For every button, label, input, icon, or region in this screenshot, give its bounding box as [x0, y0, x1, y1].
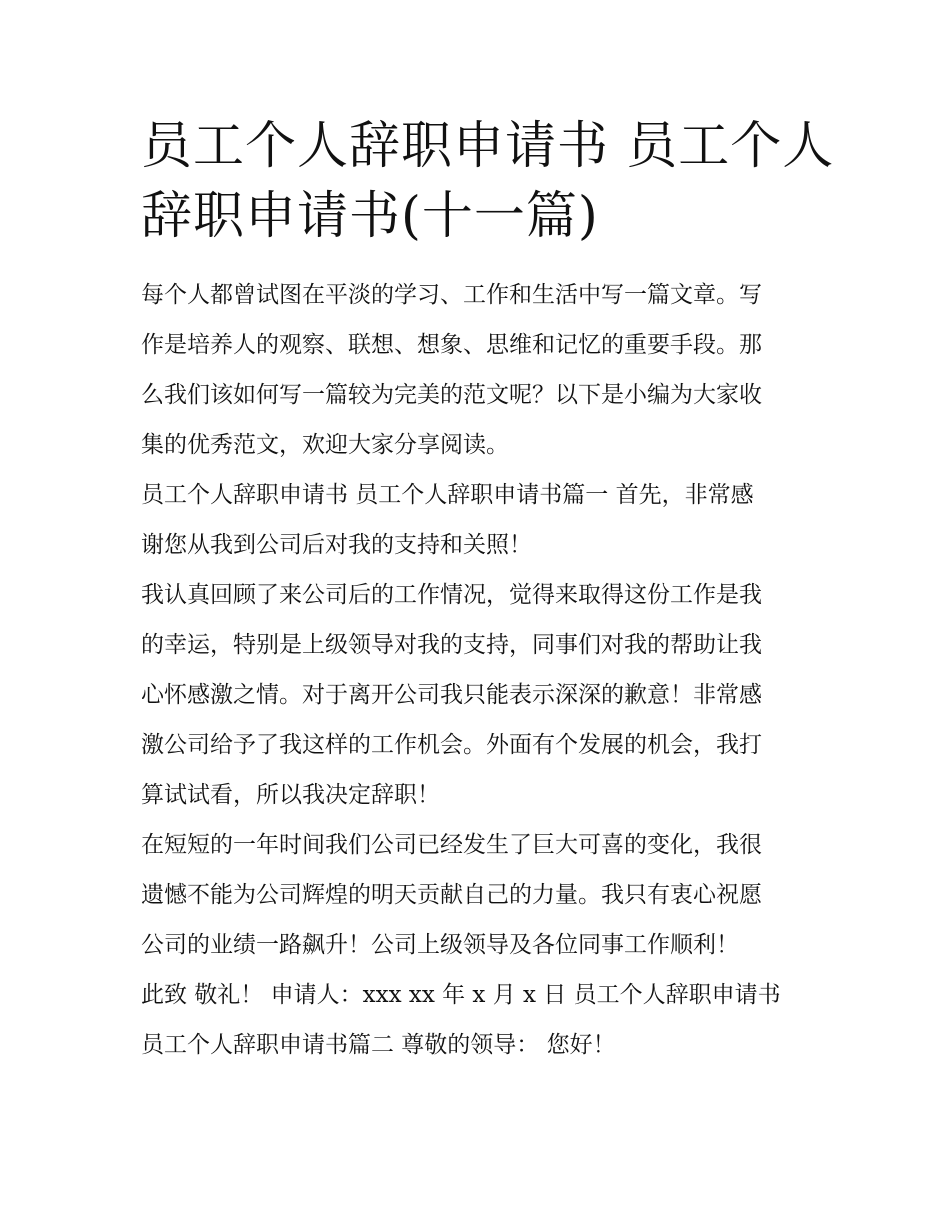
- text-line: 员工个人辞职申请书 员工个人辞职申请书篇一 首先，非常感: [141, 482, 754, 508]
- title-line: 辞职申请书(十一篇): [141, 187, 599, 246]
- text-line: 集的优秀范文，欢迎大家分享阅读。: [141, 432, 509, 458]
- document-content: [141, 112, 835, 1070]
- paragraph-wishes: [141, 820, 821, 970]
- text-line: 公司的业绩一路飙升！公司上级领导及各位同事工作顺利！: [141, 932, 739, 958]
- text-line: 作是培养人的观察、联想、想象、思维和记忆的重要手段。那: [141, 332, 762, 358]
- title-line: 员工个人辞职申请书 员工个人: [141, 117, 835, 176]
- text-line: 在短短的一年时间我们公司已经发生了巨大可喜的变化，我很: [141, 832, 762, 858]
- document-title: [141, 112, 835, 252]
- text-line: 员工个人辞职申请书篇二 尊敬的领导： 您好！: [141, 1032, 616, 1058]
- paragraph-opening: [141, 470, 821, 570]
- document-body: [141, 270, 821, 1070]
- paragraph-intro: [141, 270, 821, 470]
- text-line: 谢您从我到公司后对我的支持和关照！: [141, 532, 532, 558]
- text-line: 每个人都曾试图在平淡的学习、工作和生活中写一篇文章。写: [141, 282, 762, 308]
- text-line: 么我们该如何写一篇较为完美的范文呢？以下是小编为大家收: [141, 382, 762, 408]
- text-line: 算试试看，所以我决定辞职！: [141, 782, 440, 808]
- paragraph-closing: [141, 970, 821, 1070]
- text-line: 激公司给予了我这样的工作机会。外面有个发展的机会，我打: [141, 732, 762, 758]
- text-line: 的幸运，特别是上级领导对我的支持，同事们对我的帮助让我: [141, 632, 762, 658]
- text-line: 遗憾不能为公司辉煌的明天贡献自己的力量。我只有衷心祝愿: [141, 882, 762, 908]
- text-line: 此致 敬礼！ 申请人：xxx xx 年 x 月 x 日 员工个人辞职申请书: [141, 982, 781, 1008]
- text-line: 我认真回顾了来公司后的工作情况，觉得来取得这份工作是我: [141, 582, 762, 608]
- text-line: 心怀感激之情。对于离开公司我只能表示深深的歉意！非常感: [141, 682, 762, 708]
- paragraph-reflection: [141, 570, 821, 820]
